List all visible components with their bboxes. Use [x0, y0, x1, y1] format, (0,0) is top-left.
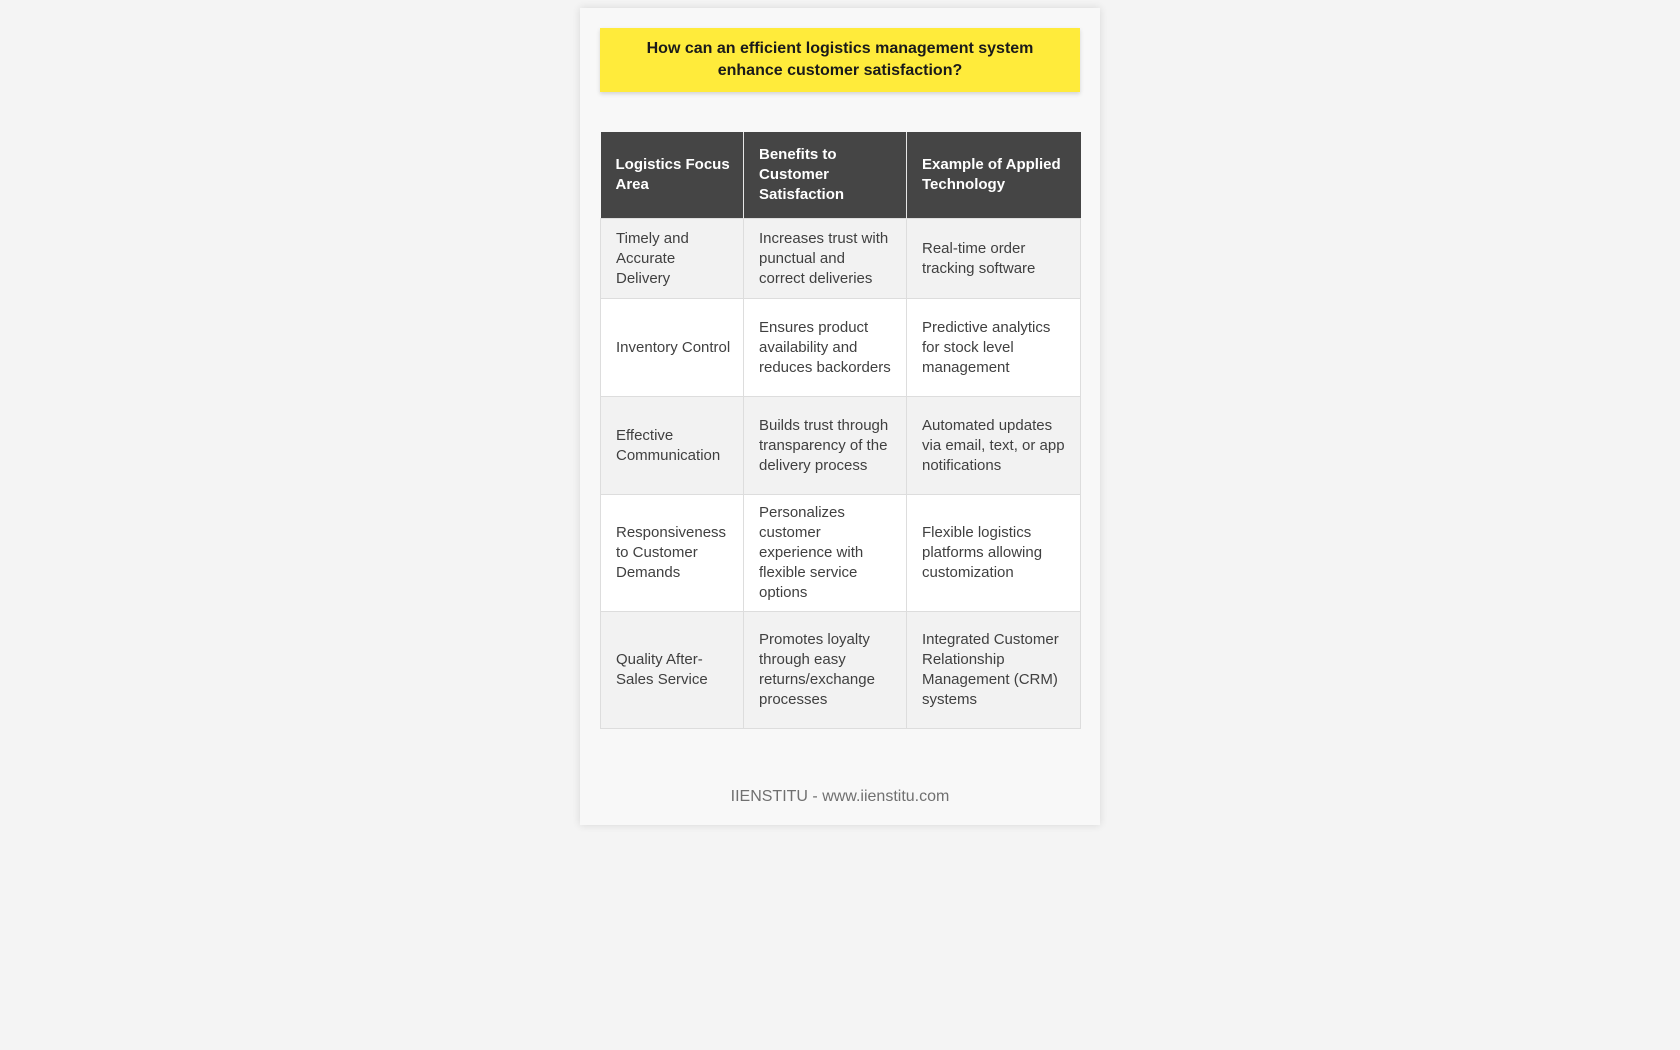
table-header-row	[601, 132, 1081, 219]
table-row	[601, 612, 1081, 729]
table-row	[601, 495, 1081, 612]
header-focus-area: Logistics Focus Area	[601, 132, 744, 219]
content-card	[580, 8, 1100, 825]
focus-area-cell: Effective Communication	[601, 397, 744, 495]
table-row	[601, 299, 1081, 397]
technology-cell: Integrated Customer Relationship Management (CRM) systems	[907, 612, 1081, 729]
table-row	[601, 219, 1081, 299]
header-technology: Example of Applied Technology	[907, 132, 1081, 219]
benefit-cell: Personalizes customer experience with flexible service options	[744, 495, 907, 612]
benefit-cell: Promotes loyalty through easy returns/exchange processes	[744, 612, 907, 729]
header-benefits: Benefits to Customer Satisfaction	[744, 132, 907, 219]
technology-cell: Real-time order tracking software	[907, 219, 1081, 299]
benefit-cell: Ensures product availability and reduces backorders	[744, 299, 907, 397]
technology-cell: Flexible logistics platforms allowing customization	[907, 495, 1081, 612]
focus-area-cell: Responsiveness to Customer Demands	[601, 495, 744, 612]
benefit-cell: Increases trust with punctual and correct deliveries	[744, 219, 907, 299]
logistics-table	[600, 132, 1081, 729]
technology-cell: Predictive analytics for stock level management	[907, 299, 1081, 397]
benefit-cell: Builds trust through transparency of the delivery process	[744, 397, 907, 495]
question-banner: How can an efficient logistics management system enhance customer satisfaction?	[600, 28, 1080, 92]
focus-area-cell: Inventory Control	[601, 299, 744, 397]
focus-area-cell: Timely and Accurate Delivery	[601, 219, 744, 299]
table-row	[601, 397, 1081, 495]
focus-area-cell: Quality After-Sales Service	[601, 612, 744, 729]
technology-cell: Automated updates via email, text, or app notifications	[907, 397, 1081, 495]
footer-credit: IIENSTITU - www.iienstitu.com	[730, 788, 950, 805]
